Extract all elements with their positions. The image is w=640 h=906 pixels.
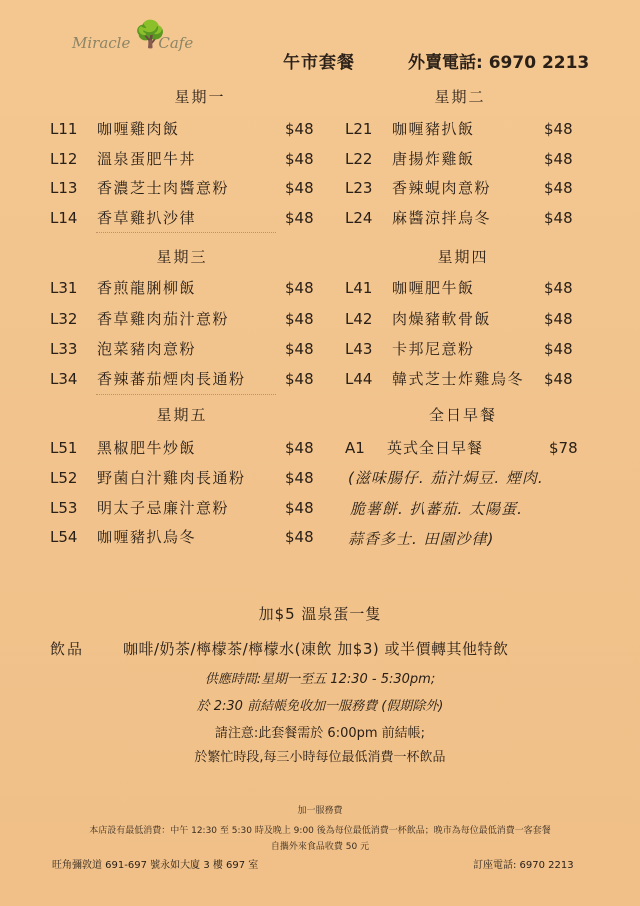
- item-price: $78: [549, 439, 578, 457]
- item-name: 溫泉蛋肥牛丼: [97, 150, 197, 168]
- day-heading-tue: 星期二: [434, 88, 486, 106]
- item-price: $48: [285, 439, 314, 457]
- menu-item: [50, 526, 330, 548]
- menu-item: [345, 277, 585, 299]
- item-price: $48: [285, 528, 314, 546]
- item-name: 咖喱肥牛飯: [392, 279, 475, 297]
- menu-item: [50, 118, 330, 140]
- item-name: 唐揚炸雞飯: [392, 150, 475, 168]
- item-price: $48: [285, 120, 314, 138]
- item-price: $48: [285, 310, 314, 328]
- item-name: 泡菜豬肉意粉: [97, 340, 197, 358]
- item-price: $48: [544, 279, 573, 297]
- takeaway-phone: 外賣電話: 6970 2213: [408, 53, 590, 73]
- item-name: 黑椒肥牛炒飯: [97, 439, 197, 457]
- item-code: L31: [50, 279, 78, 297]
- item-code: L32: [50, 310, 78, 328]
- item-code: L44: [345, 370, 373, 388]
- drinks-label: 飲品: [50, 640, 85, 658]
- item-name: 咖喱豬扒烏冬: [97, 528, 197, 546]
- service-fee-title: 加一服務費: [297, 806, 343, 816]
- item-name: 香煎龍脷柳飯: [97, 279, 197, 297]
- service-hours: 供應時間:星期一至五 12:30 - 5:30pm;: [204, 672, 436, 687]
- item-code: L13: [50, 179, 78, 197]
- menu-item: [50, 148, 330, 170]
- logo-word-2: Cafe: [158, 34, 194, 52]
- menu-item: [345, 207, 585, 229]
- item-code: L14: [50, 209, 78, 227]
- item-name: 香濃芝士肉醬意粉: [97, 179, 230, 197]
- item-code: L52: [50, 469, 78, 487]
- item-code: L51: [50, 439, 78, 457]
- item-price: $48: [285, 150, 314, 168]
- item-code: L22: [345, 150, 373, 168]
- address: 旺角彌敦道 691-697 號永如大廈 3 樓 697 室: [52, 860, 259, 871]
- menu-item: [50, 277, 330, 299]
- item-price: $48: [285, 209, 314, 227]
- item-name: 香辣蜆肉意粉: [392, 179, 492, 197]
- item-name: 卡邦尼意粉: [392, 340, 475, 358]
- item-code: L42: [345, 310, 373, 328]
- item-price: $48: [285, 279, 314, 297]
- menu-item: [50, 497, 330, 519]
- tree-icon: 🌳: [134, 20, 167, 50]
- item-price: $48: [285, 370, 314, 388]
- egg-addon: 加$5 溫泉蛋一隻: [258, 605, 382, 623]
- menu-item: [345, 338, 585, 360]
- breakfast-heading: 全日早餐: [428, 406, 497, 424]
- item-price: $48: [544, 150, 573, 168]
- item-name: 韓式芝士炸雞烏冬: [392, 370, 525, 388]
- checkout-notice: 請注意:此套餐需於 6:00pm 前結帳;: [214, 726, 426, 741]
- item-price: $48: [544, 209, 573, 227]
- drinks-text: 咖啡/奶茶/檸檬茶/檸檬水(凍飲 加$3) 或半價轉其他特飲: [123, 640, 509, 658]
- menu-item: [50, 368, 330, 390]
- item-price: $48: [544, 120, 573, 138]
- menu-item: [50, 207, 330, 229]
- day-heading-thu: 星期四: [437, 248, 489, 266]
- item-code: L21: [345, 120, 373, 138]
- menu-item: [50, 467, 330, 489]
- item-code: L53: [50, 499, 78, 517]
- item-price: $48: [544, 340, 573, 358]
- dotted-divider: [96, 232, 276, 233]
- item-price: $48: [285, 469, 314, 487]
- day-heading-mon: 星期一: [174, 88, 226, 106]
- item-code: A1: [345, 439, 365, 457]
- breakfast-item: [345, 437, 585, 459]
- item-name: 香辣蕃茄煙肉長通粉: [97, 370, 246, 388]
- item-code: L33: [50, 340, 78, 358]
- item-price: $48: [544, 370, 573, 388]
- item-name: 香草雞肉茄汁意粉: [97, 310, 230, 328]
- booking-phone: 訂座電話: 6970 2213: [473, 860, 574, 871]
- item-code: L24: [345, 209, 373, 227]
- menu-item: [50, 437, 330, 459]
- breakfast-desc-line: 蒜香多士. 田園沙律): [348, 530, 495, 548]
- item-name: 明太子忌廉汁意粉: [97, 499, 230, 517]
- item-price: $48: [285, 179, 314, 197]
- breakfast-desc-line: 脆薯餅. 扒蕃茄. 太陽蛋.: [350, 500, 523, 518]
- menu-item: [345, 368, 585, 390]
- dotted-divider: [96, 394, 276, 395]
- item-price: $48: [544, 310, 573, 328]
- item-code: L54: [50, 528, 78, 546]
- menu-item: [345, 118, 585, 140]
- item-name: 香草雞扒沙律: [97, 209, 197, 227]
- item-name: 麻醬涼拌烏冬: [392, 209, 492, 227]
- menu-item: [50, 338, 330, 360]
- service-charge-note: 於 2:30 前結帳免收加一服務費 (假期除外): [196, 699, 444, 714]
- item-price: $48: [544, 179, 573, 197]
- item-code: L12: [50, 150, 78, 168]
- breakfast-desc-line: (滋味腸仔. 茄汁焗豆. 煙肉.: [348, 469, 544, 487]
- menu-item: [345, 177, 585, 199]
- minimum-charge-text: 本店設有最低消費：中午 12:30 至 5:30 時及晚上 9:00 後為每位最低消費一杯飲品；晚市為每位最低消費一客套餐: [89, 826, 551, 836]
- menu-item: [50, 177, 330, 199]
- menu-item: [50, 308, 330, 330]
- item-code: L41: [345, 279, 373, 297]
- menu-item: [345, 308, 585, 330]
- peak-hours-notice: 於繁忙時段,每三小時每位最低消費一杯飲品: [194, 750, 446, 765]
- item-code: L11: [50, 120, 78, 138]
- item-code: L43: [345, 340, 373, 358]
- day-heading-wed: 星期三: [156, 248, 208, 266]
- item-code: L23: [345, 179, 373, 197]
- item-name: 英式全日早餐: [387, 439, 484, 457]
- item-price: $48: [285, 340, 314, 358]
- day-heading-fri: 星期五: [156, 406, 208, 424]
- cafe-logo: [72, 22, 222, 62]
- item-code: L34: [50, 370, 78, 388]
- outside-food-charge: 自攜外來食品收費 50 元: [270, 842, 370, 852]
- logo-word-1: Miracle: [72, 34, 131, 52]
- item-name: 野菌白汁雞肉長通粉: [97, 469, 246, 487]
- item-name: 肉燥豬軟骨飯: [392, 310, 492, 328]
- item-price: $48: [285, 499, 314, 517]
- item-name: 咖喱雞肉飯: [97, 120, 180, 138]
- item-name: 咖喱豬扒飯: [392, 120, 475, 138]
- menu-item: [345, 148, 585, 170]
- menu-title: 午市套餐: [283, 53, 355, 73]
